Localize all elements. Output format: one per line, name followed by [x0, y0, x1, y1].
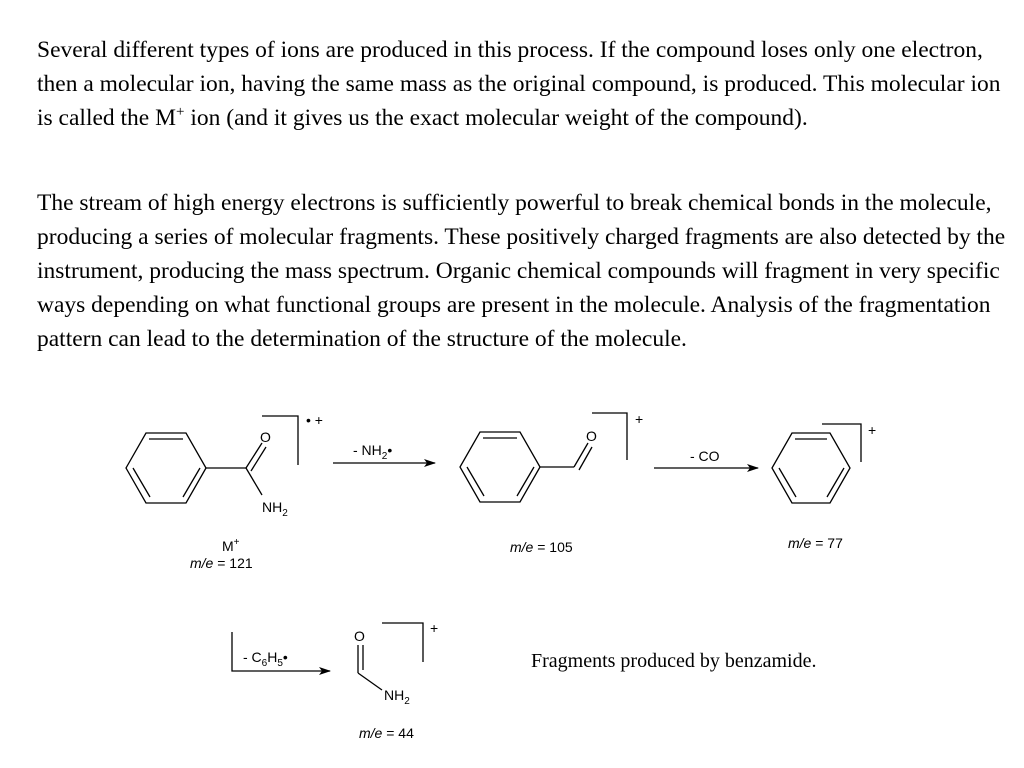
c-o-double-bond-b [251, 447, 266, 471]
mz-77-label: m/e = 77 [788, 535, 843, 551]
paragraph-1-text-a: Several different types of ions are produced in this process. If the compound loses only one electron, then a molecular ion, having the same mass as the original compound, is produced. This molecular ion is called the M [37, 37, 1001, 131]
ion-bracket-4 [382, 623, 423, 662]
benzene-ring-3 [772, 433, 850, 503]
benzamide-charge: • + [306, 412, 323, 428]
ion-bracket-2 [592, 413, 627, 460]
carbamoyl-amine-label: $NH_2$ [384, 687, 410, 707]
paragraph-1-text-b: ion (and it gives us the exact molecular weight of the compound). [184, 105, 808, 131]
mz-105-label: m/e = 105 [510, 539, 573, 555]
carbamoyl-charge: + [430, 620, 439, 636]
ion-bracket-3 [822, 424, 861, 462]
benzoyl-structure [460, 413, 627, 502]
ion-bracket-1 [262, 416, 298, 465]
mz-44-label: m/e = 44 [359, 725, 414, 741]
m-plus-superscript: + [176, 104, 185, 121]
mz-121-label: m/e = 121 [190, 555, 253, 571]
c-n-bond [246, 468, 262, 495]
benzoyl-oxygen-label: O [586, 428, 597, 444]
carbamoyl-oxygen-label: O [354, 628, 365, 644]
carbamoyl-structure [358, 623, 423, 690]
arrow-loss-phenyl [232, 632, 330, 671]
arrow-loss-nh2-label: - $NH_2•$ [353, 442, 393, 462]
c-o-double-bond-a [246, 443, 262, 468]
paragraph-fragmentation: The stream of high energy electrons is sufficiently powerful to break chemical bonds in the molecule, producing a series of molecular fragments. These positively charged fragments are also detected by the instrument, producing the mass spectrum. Organic chemical compounds will fragment in very specific ways depending on what functional groups are present in the molecule. Analysis of the fragmentation pattern can lead to the determination of the structure of the molecule. [37, 190, 1006, 352]
benzene-ring-1 [126, 433, 206, 503]
benzoyl-c-o-bond-b [579, 447, 592, 470]
phenyl-structure [772, 424, 861, 503]
figure-caption: Fragments produced by benzamide. [531, 650, 817, 672]
paragraph-molecular-ion [37, 33, 1012, 135]
benzamide-oxygen-label: O [260, 429, 271, 445]
arrow-loss-co-label: - CO [690, 448, 720, 464]
benzamide-amine-label: $NH_2$ [262, 499, 288, 519]
phenyl-charge: + [868, 422, 877, 438]
benzene-ring-2 [460, 432, 540, 502]
benzamide-structure [126, 416, 298, 503]
arrow-loss-phenyl-label: - $C_6H_5•$ [243, 649, 288, 669]
molecular-ion-label: M+ [222, 537, 240, 554]
carbamoyl-c-n-bond [358, 673, 382, 690]
benzoyl-c-o-bond-a [574, 443, 588, 467]
benzoyl-charge: + [635, 411, 644, 427]
